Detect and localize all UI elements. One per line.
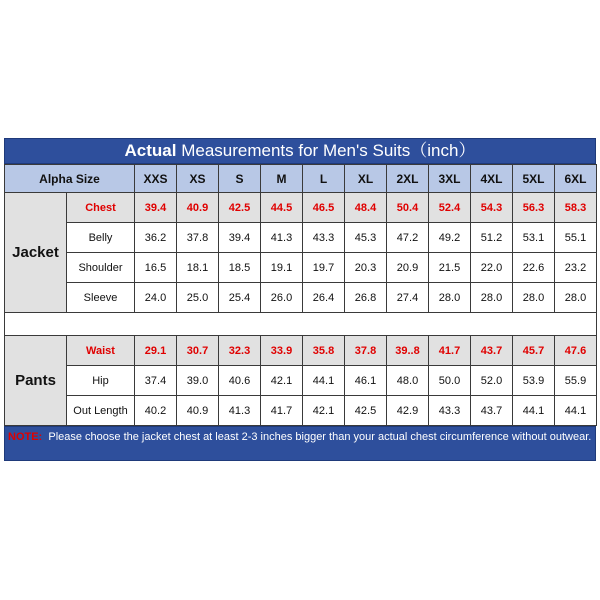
measurement-value: 40.6 <box>219 366 261 396</box>
pants-row <box>5 336 597 366</box>
pants-row <box>5 366 597 396</box>
measurement-value: 18.5 <box>219 253 261 283</box>
title-rest: Measurements for Men's Suits（inch） <box>176 141 476 160</box>
note-bar <box>4 426 596 461</box>
measurement-value: 47.2 <box>387 223 429 253</box>
size-table <box>4 164 597 426</box>
size-header-cell: 3XL <box>429 165 471 193</box>
measurement-value: 45.7 <box>513 336 555 366</box>
measurement-value: 55.1 <box>555 223 597 253</box>
measurement-value: 49.2 <box>429 223 471 253</box>
measurement-value: 58.3 <box>555 193 597 223</box>
measurement-value: 37.8 <box>177 223 219 253</box>
measurement-value: 52.4 <box>429 193 471 223</box>
measurement-value: 53.1 <box>513 223 555 253</box>
size-header-cell: M <box>261 165 303 193</box>
measurement-value: 29.1 <box>135 336 177 366</box>
measurement-value: 56.3 <box>513 193 555 223</box>
size-header-cell: XXS <box>135 165 177 193</box>
measurement-value: 40.9 <box>177 396 219 426</box>
measurement-value: 48.4 <box>345 193 387 223</box>
measurement-value: 54.3 <box>471 193 513 223</box>
measurement-value: 28.0 <box>471 283 513 313</box>
measurement-value: 23.2 <box>555 253 597 283</box>
measurement-value: 43.3 <box>429 396 471 426</box>
jacket-row <box>5 193 597 223</box>
title-bold: Actual <box>124 141 177 160</box>
measurement-value: 46.1 <box>345 366 387 396</box>
measurement-value: 20.9 <box>387 253 429 283</box>
measurement-value: 36.2 <box>135 223 177 253</box>
spacer-row <box>5 313 597 336</box>
measurement-value: 39.4 <box>135 193 177 223</box>
measurement-value: 24.0 <box>135 283 177 313</box>
measurement-value: 43.7 <box>471 336 513 366</box>
size-header-cell: XL <box>345 165 387 193</box>
measurement-value: 40.9 <box>177 193 219 223</box>
measurement-value: 44.1 <box>303 366 345 396</box>
measurement-value: 28.0 <box>429 283 471 313</box>
header-row <box>5 165 597 193</box>
measurement-value: 48.0 <box>387 366 429 396</box>
measurement-value: 46.5 <box>303 193 345 223</box>
note-label: NOTE: <box>8 431 43 443</box>
measurement-value: 22.0 <box>471 253 513 283</box>
jacket-row <box>5 253 597 283</box>
measurement-value: 44.5 <box>261 193 303 223</box>
measurement-value: 39.4 <box>219 223 261 253</box>
measurement-value: 42.9 <box>387 396 429 426</box>
measurement-value: 26.4 <box>303 283 345 313</box>
measurement-label: Out Length <box>67 396 135 426</box>
chart-title <box>4 138 596 164</box>
measurement-label: Waist <box>67 336 135 366</box>
measurement-value: 28.0 <box>513 283 555 313</box>
measurement-value: 19.1 <box>261 253 303 283</box>
measurement-value: 41.7 <box>429 336 471 366</box>
size-header-cell: 6XL <box>555 165 597 193</box>
measurement-label: Hip <box>67 366 135 396</box>
measurement-value: 22.6 <box>513 253 555 283</box>
jacket-row <box>5 223 597 253</box>
jacket-row <box>5 283 597 313</box>
measurement-value: 52.0 <box>471 366 513 396</box>
measurement-value: 50.4 <box>387 193 429 223</box>
measurement-value: 42.5 <box>219 193 261 223</box>
pants-row <box>5 396 597 426</box>
measurement-value: 25.4 <box>219 283 261 313</box>
measurement-value: 39.0 <box>177 366 219 396</box>
measurement-value: 42.1 <box>303 396 345 426</box>
measurement-value: 51.2 <box>471 223 513 253</box>
measurement-value: 16.5 <box>135 253 177 283</box>
measurement-value: 45.3 <box>345 223 387 253</box>
measurement-value: 43.3 <box>303 223 345 253</box>
size-header-cell: XS <box>177 165 219 193</box>
measurement-value: 50.0 <box>429 366 471 396</box>
measurement-value: 33.9 <box>261 336 303 366</box>
measurement-value: 44.1 <box>513 396 555 426</box>
measurement-value: 42.5 <box>345 396 387 426</box>
measurement-value: 44.1 <box>555 396 597 426</box>
measurement-value: 37.8 <box>345 336 387 366</box>
measurement-value: 55.9 <box>555 366 597 396</box>
measurement-value: 41.3 <box>261 223 303 253</box>
measurement-value: 42.1 <box>261 366 303 396</box>
measurement-value: 47.6 <box>555 336 597 366</box>
measurement-value: 19.7 <box>303 253 345 283</box>
size-chart <box>4 138 596 461</box>
measurement-value: 27.4 <box>387 283 429 313</box>
measurement-value: 28.0 <box>555 283 597 313</box>
measurement-label: Chest <box>67 193 135 223</box>
measurement-value: 53.9 <box>513 366 555 396</box>
size-header-cell: 4XL <box>471 165 513 193</box>
measurement-label: Belly <box>67 223 135 253</box>
alpha-size-header: Alpha Size <box>5 165 135 193</box>
measurement-label: Shoulder <box>67 253 135 283</box>
measurement-value: 41.7 <box>261 396 303 426</box>
measurement-value: 26.8 <box>345 283 387 313</box>
measurement-value: 43.7 <box>471 396 513 426</box>
measurement-value: 39..8 <box>387 336 429 366</box>
size-header-cell: 5XL <box>513 165 555 193</box>
size-header-cell: L <box>303 165 345 193</box>
measurement-value: 25.0 <box>177 283 219 313</box>
measurement-value: 30.7 <box>177 336 219 366</box>
measurement-value: 40.2 <box>135 396 177 426</box>
measurement-label: Sleeve <box>67 283 135 313</box>
pants-group-label: Pants <box>5 336 67 426</box>
measurement-value: 26.0 <box>261 283 303 313</box>
measurement-value: 35.8 <box>303 336 345 366</box>
measurement-value: 37.4 <box>135 366 177 396</box>
size-header-cell: S <box>219 165 261 193</box>
spacer-cell <box>5 313 597 336</box>
measurement-value: 18.1 <box>177 253 219 283</box>
measurement-value: 32.3 <box>219 336 261 366</box>
measurement-value: 41.3 <box>219 396 261 426</box>
note-text: Please choose the jacket chest at least 2-3 inches bigger than your actual chest circumference without outwear. <box>48 431 592 443</box>
size-header-cell: 2XL <box>387 165 429 193</box>
measurement-value: 21.5 <box>429 253 471 283</box>
measurement-value: 20.3 <box>345 253 387 283</box>
jacket-group-label: Jacket <box>5 193 67 313</box>
